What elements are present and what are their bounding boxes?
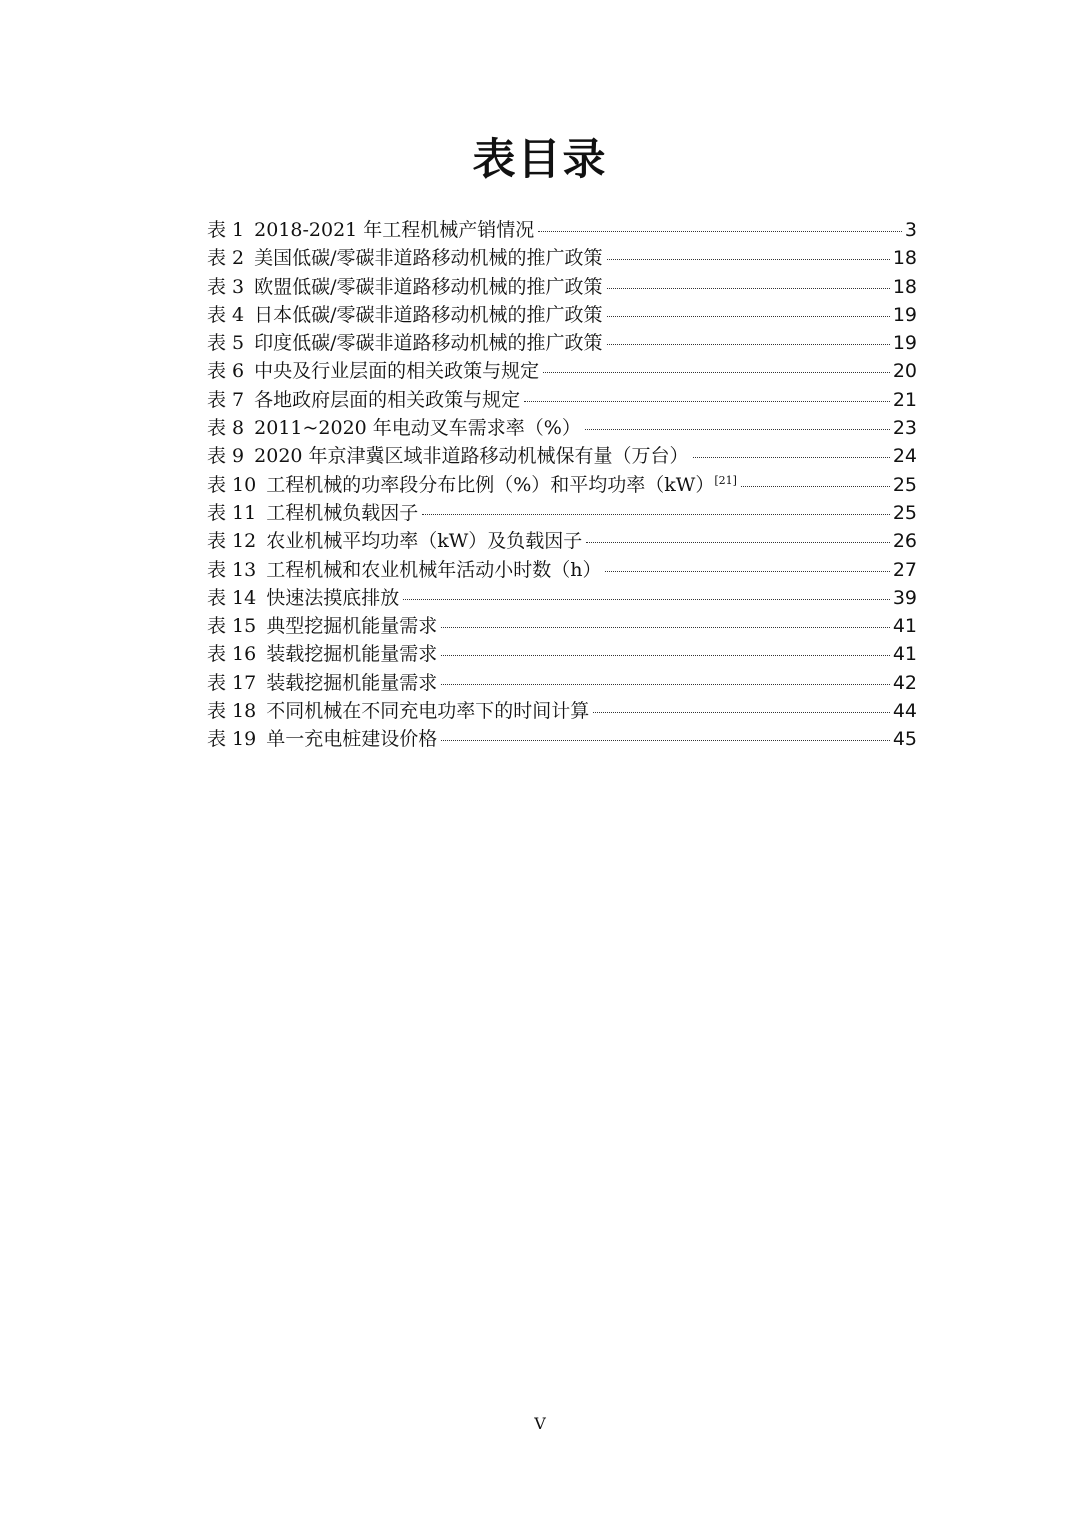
dot-leader — [693, 457, 890, 458]
toc-entry[interactable] — [207, 386, 917, 414]
toc-entry-title-text: 不同机械在不同充电功率下的时间计算 — [266, 700, 590, 723]
toc-entry-label: 表 17 — [207, 671, 257, 694]
toc-entry-page: 42 — [892, 671, 917, 694]
dot-leader — [593, 712, 890, 713]
toc-entry-title-text: 快速法摸底排放 — [266, 586, 400, 609]
toc-entry-page: 27 — [892, 558, 917, 581]
toc-entry-title — [266, 725, 437, 753]
toc-entry[interactable] — [207, 244, 917, 272]
toc-entry[interactable] — [207, 273, 917, 301]
toc-entry[interactable] — [207, 471, 917, 499]
toc-entry-label: 表 6 — [207, 360, 245, 383]
toc-entry[interactable] — [207, 669, 917, 697]
toc-entry-title — [266, 527, 582, 555]
toc-entry[interactable] — [207, 442, 917, 470]
toc-entry-title — [266, 640, 437, 668]
toc-entry-label: 表 19 — [207, 728, 257, 751]
toc-entry-title-text: 农业机械平均功率（kW）及负载因子 — [266, 530, 583, 553]
toc-entry-label: 表 8 — [207, 417, 245, 440]
toc-entry[interactable] — [207, 499, 917, 527]
toc-entry[interactable] — [207, 584, 917, 612]
toc-entry-label: 表 12 — [207, 530, 257, 553]
toc-entry-page: 19 — [892, 303, 917, 326]
toc-entry[interactable] — [207, 216, 917, 244]
toc-entry-title — [254, 244, 602, 272]
dot-leader — [422, 514, 890, 515]
toc-entry-page: 45 — [892, 728, 917, 751]
toc-entry-title — [266, 584, 399, 612]
dot-leader — [607, 288, 890, 289]
toc-entry-label: 表 5 — [207, 332, 245, 355]
toc-entry-title-text: 印度低碳/零碳非道路移动机械的推广政策 — [254, 332, 603, 355]
toc-entry-title-text: 日本低碳/零碳非道路移动机械的推广政策 — [254, 303, 603, 326]
toc-entry-page: 41 — [892, 643, 917, 666]
toc-entry-title — [266, 669, 437, 697]
page-number: V — [534, 1414, 546, 1433]
dot-leader — [585, 429, 890, 430]
toc-entry-label: 表 4 — [207, 303, 245, 326]
page-title: 表目录 — [472, 135, 608, 185]
toc-entry[interactable] — [207, 556, 917, 584]
toc-entry-page: 24 — [892, 445, 917, 468]
toc-entry[interactable] — [207, 329, 917, 357]
toc-entry[interactable] — [207, 725, 917, 753]
toc-entry-title — [254, 216, 534, 244]
dot-leader — [441, 740, 890, 741]
toc-entry-page: 25 — [892, 501, 917, 524]
table-of-contents — [207, 216, 917, 754]
toc-entry-title-text: 2018-2021 年工程机械产销情况 — [254, 219, 535, 241]
dot-leader — [607, 259, 890, 260]
toc-entry-label: 表 7 — [207, 388, 245, 411]
citation-superscript: [21] — [714, 473, 737, 487]
toc-entry-label: 表 2 — [207, 247, 245, 270]
toc-entry-page: 3 — [904, 219, 917, 241]
toc-entry-page: 23 — [892, 417, 917, 440]
toc-entry-title-text: 美国低碳/零碳非道路移动机械的推广政策 — [254, 247, 603, 270]
toc-entry-title-text: 装载挖掘机能量需求 — [266, 643, 438, 666]
toc-entry-title — [254, 442, 688, 470]
toc-entry-title — [266, 499, 418, 527]
dot-leader — [586, 542, 890, 543]
toc-entry-title — [266, 697, 589, 725]
toc-entry-title-text: 单一充电桩建设价格 — [266, 728, 438, 751]
dot-leader — [403, 599, 890, 600]
toc-entry[interactable] — [207, 697, 917, 725]
toc-entry-title-text: 2020 年京津冀区域非道路移动机械保有量（万台） — [254, 445, 689, 468]
toc-entry-page: 20 — [892, 360, 917, 383]
dot-leader — [441, 627, 890, 628]
toc-entry-page: 25 — [892, 473, 917, 496]
dot-leader — [543, 372, 890, 373]
toc-entry-title — [266, 612, 437, 640]
toc-entry-label: 表 3 — [207, 275, 245, 298]
toc-entry-title-text: 中央及行业层面的相关政策与规定 — [254, 360, 540, 383]
toc-entry-label: 表 15 — [207, 615, 257, 638]
toc-entry-title-text: 2011~2020 年电动叉车需求率（%） — [254, 417, 581, 440]
toc-entry-title — [254, 386, 520, 414]
toc-entry-title-text: 工程机械和农业机械年活动小时数（h） — [266, 558, 602, 581]
dot-leader — [605, 571, 889, 572]
toc-entry-page: 21 — [892, 388, 917, 411]
toc-entry-title-text: 工程机械负载因子 — [266, 501, 419, 524]
toc-entry-label: 表 14 — [207, 586, 257, 609]
dot-leader — [607, 344, 890, 345]
toc-entry-title-text: 典型挖掘机能量需求 — [266, 615, 438, 638]
toc-entry[interactable] — [207, 357, 917, 385]
toc-entry-label: 表 9 — [207, 445, 245, 468]
toc-entry-page: 18 — [892, 275, 917, 298]
toc-entry-label: 表 18 — [207, 700, 257, 723]
toc-entry-title — [266, 556, 601, 584]
toc-entry-page: 39 — [892, 586, 917, 609]
toc-entry-label: 表 1 — [207, 219, 245, 241]
toc-entry-page: 26 — [892, 530, 917, 553]
dot-leader — [607, 316, 890, 317]
toc-entry-page: 19 — [892, 332, 917, 355]
toc-entry-title-text: 各地政府层面的相关政策与规定 — [254, 388, 521, 411]
toc-entry-page: 41 — [892, 615, 917, 638]
toc-entry-title-text: 工程机械的功率段分布比例（%）和平均功率（kW） — [266, 473, 715, 496]
toc-entry-label: 表 13 — [207, 558, 257, 581]
toc-entry-title — [254, 357, 539, 385]
toc-entry[interactable] — [207, 414, 917, 442]
toc-entry[interactable] — [207, 612, 917, 640]
toc-entry-title-text: 装载挖掘机能量需求 — [266, 671, 438, 694]
toc-entry-title — [254, 329, 602, 357]
toc-entry[interactable] — [207, 640, 917, 668]
toc-entry[interactable] — [207, 301, 917, 329]
toc-entry-page: 18 — [892, 247, 917, 270]
toc-entry-title-text: 欧盟低碳/零碳非道路移动机械的推广政策 — [254, 275, 603, 298]
toc-entry-title — [254, 414, 581, 442]
toc-entry-page: 44 — [892, 700, 917, 723]
toc-entry[interactable] — [207, 527, 917, 555]
toc-entry-title — [254, 273, 602, 301]
dot-leader — [441, 684, 890, 685]
dot-leader — [538, 231, 902, 232]
dot-leader — [741, 486, 890, 487]
toc-entry-title — [254, 301, 602, 329]
toc-entry-title — [266, 471, 737, 499]
dot-leader — [524, 401, 890, 402]
toc-entry-label: 表 10 — [207, 473, 257, 496]
dot-leader — [441, 655, 890, 656]
toc-entry-label: 表 16 — [207, 643, 257, 666]
toc-entry-label: 表 11 — [207, 501, 257, 524]
